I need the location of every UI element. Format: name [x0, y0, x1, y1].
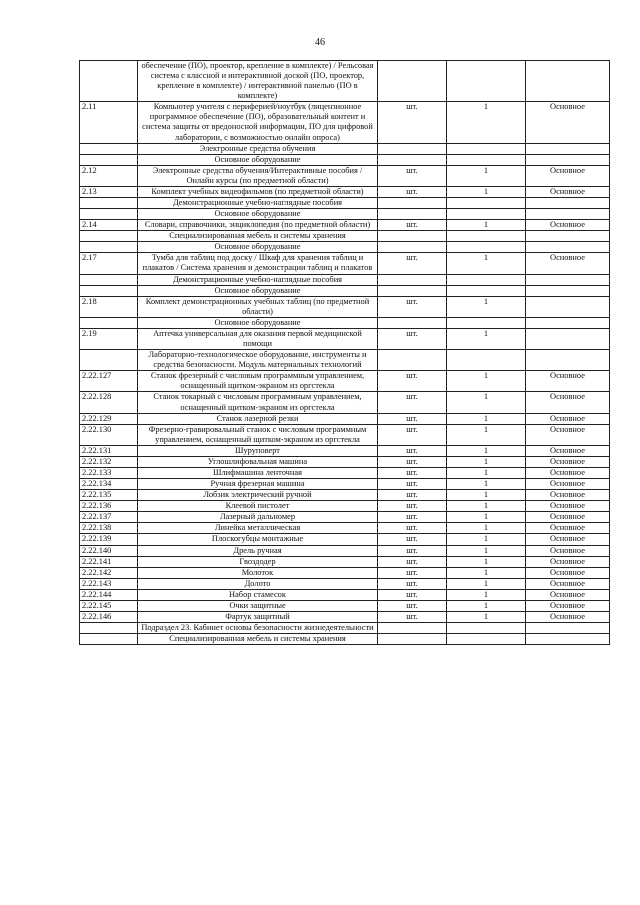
row-number-cell: 2.22.139 — [80, 534, 138, 545]
table-row — [80, 567, 610, 578]
table-row — [80, 578, 610, 589]
item-name-cell: Шлифмашина ленточная — [138, 467, 378, 478]
table-row — [80, 467, 610, 478]
quantity-cell: 1 — [447, 253, 526, 274]
unit-cell — [378, 61, 447, 102]
unit-cell — [378, 285, 447, 296]
item-name-cell: Подраздел 23. Кабинет основы безопасности жизнедеятельности — [138, 623, 378, 634]
table-row — [80, 445, 610, 456]
note-cell — [526, 296, 610, 317]
quantity-cell — [447, 154, 526, 165]
quantity-cell: 1 — [447, 534, 526, 545]
item-name-cell: Основное оборудование — [138, 154, 378, 165]
note-cell — [526, 231, 610, 242]
unit-cell — [378, 317, 447, 328]
note-cell: Основное — [526, 371, 610, 392]
note-cell: Основное — [526, 479, 610, 490]
table-row — [80, 392, 610, 413]
table-row — [80, 102, 610, 143]
item-name-cell: Словари, справочники, энциклопедия (по предметной области) — [138, 220, 378, 231]
quantity-cell: 1 — [447, 467, 526, 478]
row-number-cell: 2.22.129 — [80, 413, 138, 424]
quantity-cell: 1 — [447, 556, 526, 567]
row-number-cell: 2.22.142 — [80, 567, 138, 578]
unit-cell — [378, 242, 447, 253]
table-row — [80, 154, 610, 165]
item-name-cell: Станок фрезерный с числовым программным управлением, оснащенный щитком-экраном из оргстекла — [138, 371, 378, 392]
quantity-cell: 1 — [447, 328, 526, 349]
note-cell — [526, 634, 610, 645]
item-name-cell: Специализированная мебель и системы хранения — [138, 231, 378, 242]
note-cell — [526, 198, 610, 209]
quantity-cell: 1 — [447, 490, 526, 501]
unit-cell: шт. — [378, 479, 447, 490]
table-row — [80, 413, 610, 424]
note-cell: Основное — [526, 523, 610, 534]
note-cell: Основное — [526, 567, 610, 578]
table-row — [80, 198, 610, 209]
unit-cell — [378, 274, 447, 285]
note-cell: Основное — [526, 490, 610, 501]
table-row — [80, 501, 610, 512]
note-cell — [526, 209, 610, 220]
table-row — [80, 600, 610, 611]
note-cell: Основное — [526, 589, 610, 600]
unit-cell: шт. — [378, 578, 447, 589]
page-number: 46 — [315, 37, 325, 48]
quantity-cell — [447, 317, 526, 328]
table-row — [80, 143, 610, 154]
item-name-cell: Станок токарный с числовым программным управлением, оснащенный щитком-экраном из оргстекла — [138, 392, 378, 413]
unit-cell — [378, 143, 447, 154]
unit-cell: шт. — [378, 589, 447, 600]
unit-cell: шт. — [378, 220, 447, 231]
quantity-cell: 1 — [447, 165, 526, 186]
item-name-cell: Компьютер учителя с периферией/ноутбук (лицензионное программное обеспечение (ПО), образовательный контент и система защиты от вредоносной информации, ПО для цифровой лаборатории, с возможностью онлайн опроса) — [138, 102, 378, 143]
item-name-cell: Демонстрационные учебно-наглядные пособия — [138, 198, 378, 209]
table-row — [80, 589, 610, 600]
equipment-table — [79, 60, 610, 645]
item-name-cell: обеспечение (ПО), проектор, крепление в комплекте) / Рельсовая система с классной и интерактивной доской (ПО, проектор, крепление в комплекте) / интерактивной панелью (ПО в комплекте) — [138, 61, 378, 102]
note-cell — [526, 285, 610, 296]
note-cell — [526, 242, 610, 253]
note-cell: Основное — [526, 578, 610, 589]
note-cell: Основное — [526, 165, 610, 186]
unit-cell — [378, 198, 447, 209]
unit-cell — [378, 154, 447, 165]
quantity-cell: 1 — [447, 545, 526, 556]
row-number-cell: 2.13 — [80, 186, 138, 197]
quantity-cell: 1 — [447, 567, 526, 578]
item-name-cell: Тумба для таблиц под доску / Шкаф для хранения таблиц и плакатов / Система хранения и демонстрации таблиц и плакатов — [138, 253, 378, 274]
row-number-cell: 2.19 — [80, 328, 138, 349]
row-number-cell: 2.22.144 — [80, 589, 138, 600]
unit-cell: шт. — [378, 490, 447, 501]
item-name-cell: Углошлифовальная машина — [138, 456, 378, 467]
quantity-cell: 1 — [447, 611, 526, 622]
table-row — [80, 479, 610, 490]
item-name-cell: Комплект демонстрационных учебных таблиц (по предметной области) — [138, 296, 378, 317]
note-cell — [526, 328, 610, 349]
item-name-cell: Фартук защитный — [138, 611, 378, 622]
row-number-cell — [80, 242, 138, 253]
row-number-cell: 2.22.145 — [80, 600, 138, 611]
quantity-cell: 1 — [447, 445, 526, 456]
row-number-cell — [80, 198, 138, 209]
quantity-cell: 1 — [447, 296, 526, 317]
item-name-cell: Основное оборудование — [138, 242, 378, 253]
item-name-cell: Гвоздодер — [138, 556, 378, 567]
row-number-cell — [80, 634, 138, 645]
item-name-cell: Электронные средства обучения — [138, 143, 378, 154]
note-cell: Основное — [526, 392, 610, 413]
quantity-cell: 1 — [447, 424, 526, 445]
table-row — [80, 623, 610, 634]
unit-cell: шт. — [378, 501, 447, 512]
table-row — [80, 534, 610, 545]
item-name-cell: Лабораторно-технологическое оборудование, инструменты и средства безопасности. Модуль материальных технологий — [138, 350, 378, 371]
unit-cell: шт. — [378, 392, 447, 413]
row-number-cell: 2.22.138 — [80, 523, 138, 534]
item-name-cell: Лазерный дальномер — [138, 512, 378, 523]
quantity-cell: 1 — [447, 589, 526, 600]
table-row — [80, 317, 610, 328]
note-cell: Основное — [526, 413, 610, 424]
note-cell: Основное — [526, 102, 610, 143]
unit-cell — [378, 634, 447, 645]
quantity-cell: 1 — [447, 102, 526, 143]
quantity-cell: 1 — [447, 479, 526, 490]
item-name-cell: Демонстрационные учебно-наглядные пособия — [138, 274, 378, 285]
item-name-cell: Основное оборудование — [138, 317, 378, 328]
quantity-cell: 1 — [447, 186, 526, 197]
unit-cell — [378, 209, 447, 220]
row-number-cell: 2.22.141 — [80, 556, 138, 567]
unit-cell: шт. — [378, 611, 447, 622]
quantity-cell: 1 — [447, 413, 526, 424]
row-number-cell — [80, 285, 138, 296]
row-number-cell: 2.22.146 — [80, 611, 138, 622]
item-name-cell: Электронные средства обучения/Интерактивные пособия / Онлайн курсы (по предметной области) — [138, 165, 378, 186]
table-row — [80, 209, 610, 220]
quantity-cell — [447, 623, 526, 634]
row-number-cell: 2.22.127 — [80, 371, 138, 392]
table-row — [80, 545, 610, 556]
table-row — [80, 242, 610, 253]
unit-cell: шт. — [378, 253, 447, 274]
quantity-cell: 1 — [447, 220, 526, 231]
row-number-cell: 2.22.130 — [80, 424, 138, 445]
note-cell: Основное — [526, 512, 610, 523]
row-number-cell: 2.18 — [80, 296, 138, 317]
quantity-cell: 1 — [447, 501, 526, 512]
note-cell — [526, 350, 610, 371]
row-number-cell: 2.22.131 — [80, 445, 138, 456]
row-number-cell — [80, 231, 138, 242]
unit-cell: шт. — [378, 165, 447, 186]
item-name-cell: Дрель ручная — [138, 545, 378, 556]
quantity-cell — [447, 634, 526, 645]
unit-cell: шт. — [378, 456, 447, 467]
unit-cell: шт. — [378, 445, 447, 456]
item-name-cell: Аптечка универсальная для оказания первой медицинской помощи — [138, 328, 378, 349]
note-cell — [526, 143, 610, 154]
note-cell: Основное — [526, 600, 610, 611]
note-cell: Основное — [526, 456, 610, 467]
table-row — [80, 296, 610, 317]
note-cell: Основное — [526, 220, 610, 231]
row-number-cell — [80, 274, 138, 285]
unit-cell: шт. — [378, 371, 447, 392]
item-name-cell: Лобзик электрический ручной — [138, 490, 378, 501]
unit-cell: шт. — [378, 467, 447, 478]
unit-cell: шт. — [378, 102, 447, 143]
row-number-cell: 2.22.132 — [80, 456, 138, 467]
table-row — [80, 456, 610, 467]
quantity-cell — [447, 198, 526, 209]
row-number-cell: 2.14 — [80, 220, 138, 231]
row-number-cell: 2.22.140 — [80, 545, 138, 556]
table-row — [80, 490, 610, 501]
row-number-cell — [80, 154, 138, 165]
note-cell: Основное — [526, 611, 610, 622]
item-name-cell: Молоток — [138, 567, 378, 578]
row-number-cell: 2.22.143 — [80, 578, 138, 589]
note-cell: Основное — [526, 424, 610, 445]
note-cell: Основное — [526, 545, 610, 556]
row-number-cell — [80, 209, 138, 220]
row-number-cell: 2.22.134 — [80, 479, 138, 490]
note-cell — [526, 274, 610, 285]
item-name-cell: Шуруповерт — [138, 445, 378, 456]
note-cell: Основное — [526, 445, 610, 456]
table-row — [80, 523, 610, 534]
item-name-cell: Плоскогубцы монтажные — [138, 534, 378, 545]
table-row — [80, 274, 610, 285]
table-row — [80, 165, 610, 186]
unit-cell: шт. — [378, 600, 447, 611]
unit-cell: шт. — [378, 567, 447, 578]
note-cell: Основное — [526, 186, 610, 197]
row-number-cell: 2.22.135 — [80, 490, 138, 501]
row-number-cell: 2.12 — [80, 165, 138, 186]
item-name-cell: Долото — [138, 578, 378, 589]
quantity-cell — [447, 143, 526, 154]
note-cell — [526, 154, 610, 165]
table-row — [80, 371, 610, 392]
quantity-cell: 1 — [447, 456, 526, 467]
table-row — [80, 634, 610, 645]
row-number-cell — [80, 61, 138, 102]
unit-cell: шт. — [378, 545, 447, 556]
unit-cell: шт. — [378, 186, 447, 197]
item-name-cell: Основное оборудование — [138, 285, 378, 296]
item-name-cell: Станок лазерной резки — [138, 413, 378, 424]
row-number-cell: 2.11 — [80, 102, 138, 143]
unit-cell: шт. — [378, 424, 447, 445]
unit-cell: шт. — [378, 556, 447, 567]
unit-cell: шт. — [378, 413, 447, 424]
note-cell: Основное — [526, 501, 610, 512]
quantity-cell: 1 — [447, 392, 526, 413]
item-name-cell: Клеевой пистолет — [138, 501, 378, 512]
table-row — [80, 611, 610, 622]
row-number-cell: 2.22.128 — [80, 392, 138, 413]
table-row — [80, 512, 610, 523]
note-cell — [526, 61, 610, 102]
unit-cell: шт. — [378, 328, 447, 349]
quantity-cell — [447, 285, 526, 296]
row-number-cell — [80, 623, 138, 634]
row-number-cell — [80, 317, 138, 328]
unit-cell: шт. — [378, 296, 447, 317]
table-row — [80, 253, 610, 274]
item-name-cell: Основное оборудование — [138, 209, 378, 220]
quantity-cell: 1 — [447, 523, 526, 534]
table-row — [80, 424, 610, 445]
row-number-cell: 2.22.137 — [80, 512, 138, 523]
quantity-cell — [447, 350, 526, 371]
quantity-cell: 1 — [447, 600, 526, 611]
table-row — [80, 231, 610, 242]
row-number-cell — [80, 143, 138, 154]
unit-cell: шт. — [378, 523, 447, 534]
note-cell: Основное — [526, 556, 610, 567]
note-cell: Основное — [526, 253, 610, 274]
item-name-cell: Набор стамесок — [138, 589, 378, 600]
note-cell: Основное — [526, 467, 610, 478]
note-cell: Основное — [526, 534, 610, 545]
unit-cell: шт. — [378, 534, 447, 545]
unit-cell: шт. — [378, 512, 447, 523]
quantity-cell: 1 — [447, 578, 526, 589]
quantity-cell: 1 — [447, 371, 526, 392]
table-row — [80, 186, 610, 197]
item-name-cell: Очки защитные — [138, 600, 378, 611]
table-row — [80, 285, 610, 296]
quantity-cell — [447, 61, 526, 102]
row-number-cell: 2.22.136 — [80, 501, 138, 512]
item-name-cell: Специализированная мебель и системы хранения — [138, 634, 378, 645]
item-name-cell: Фрезерно-гравировальный станок с числовым программным управлением, оснащенный щитком-экраном из оргстекла — [138, 424, 378, 445]
unit-cell — [378, 350, 447, 371]
table-row — [80, 328, 610, 349]
unit-cell — [378, 231, 447, 242]
row-number-cell: 2.17 — [80, 253, 138, 274]
row-number-cell: 2.22.133 — [80, 467, 138, 478]
quantity-cell — [447, 231, 526, 242]
note-cell — [526, 623, 610, 634]
note-cell — [526, 317, 610, 328]
table-row — [80, 61, 610, 102]
row-number-cell — [80, 350, 138, 371]
item-name-cell: Ручная фрезерная машина — [138, 479, 378, 490]
quantity-cell — [447, 274, 526, 285]
quantity-cell — [447, 209, 526, 220]
table-row — [80, 220, 610, 231]
item-name-cell: Комплект учебных видеофильмов (по предметной области) — [138, 186, 378, 197]
quantity-cell — [447, 242, 526, 253]
table-row — [80, 556, 610, 567]
quantity-cell: 1 — [447, 512, 526, 523]
unit-cell — [378, 623, 447, 634]
table-row — [80, 350, 610, 371]
item-name-cell: Линейка металлическая — [138, 523, 378, 534]
